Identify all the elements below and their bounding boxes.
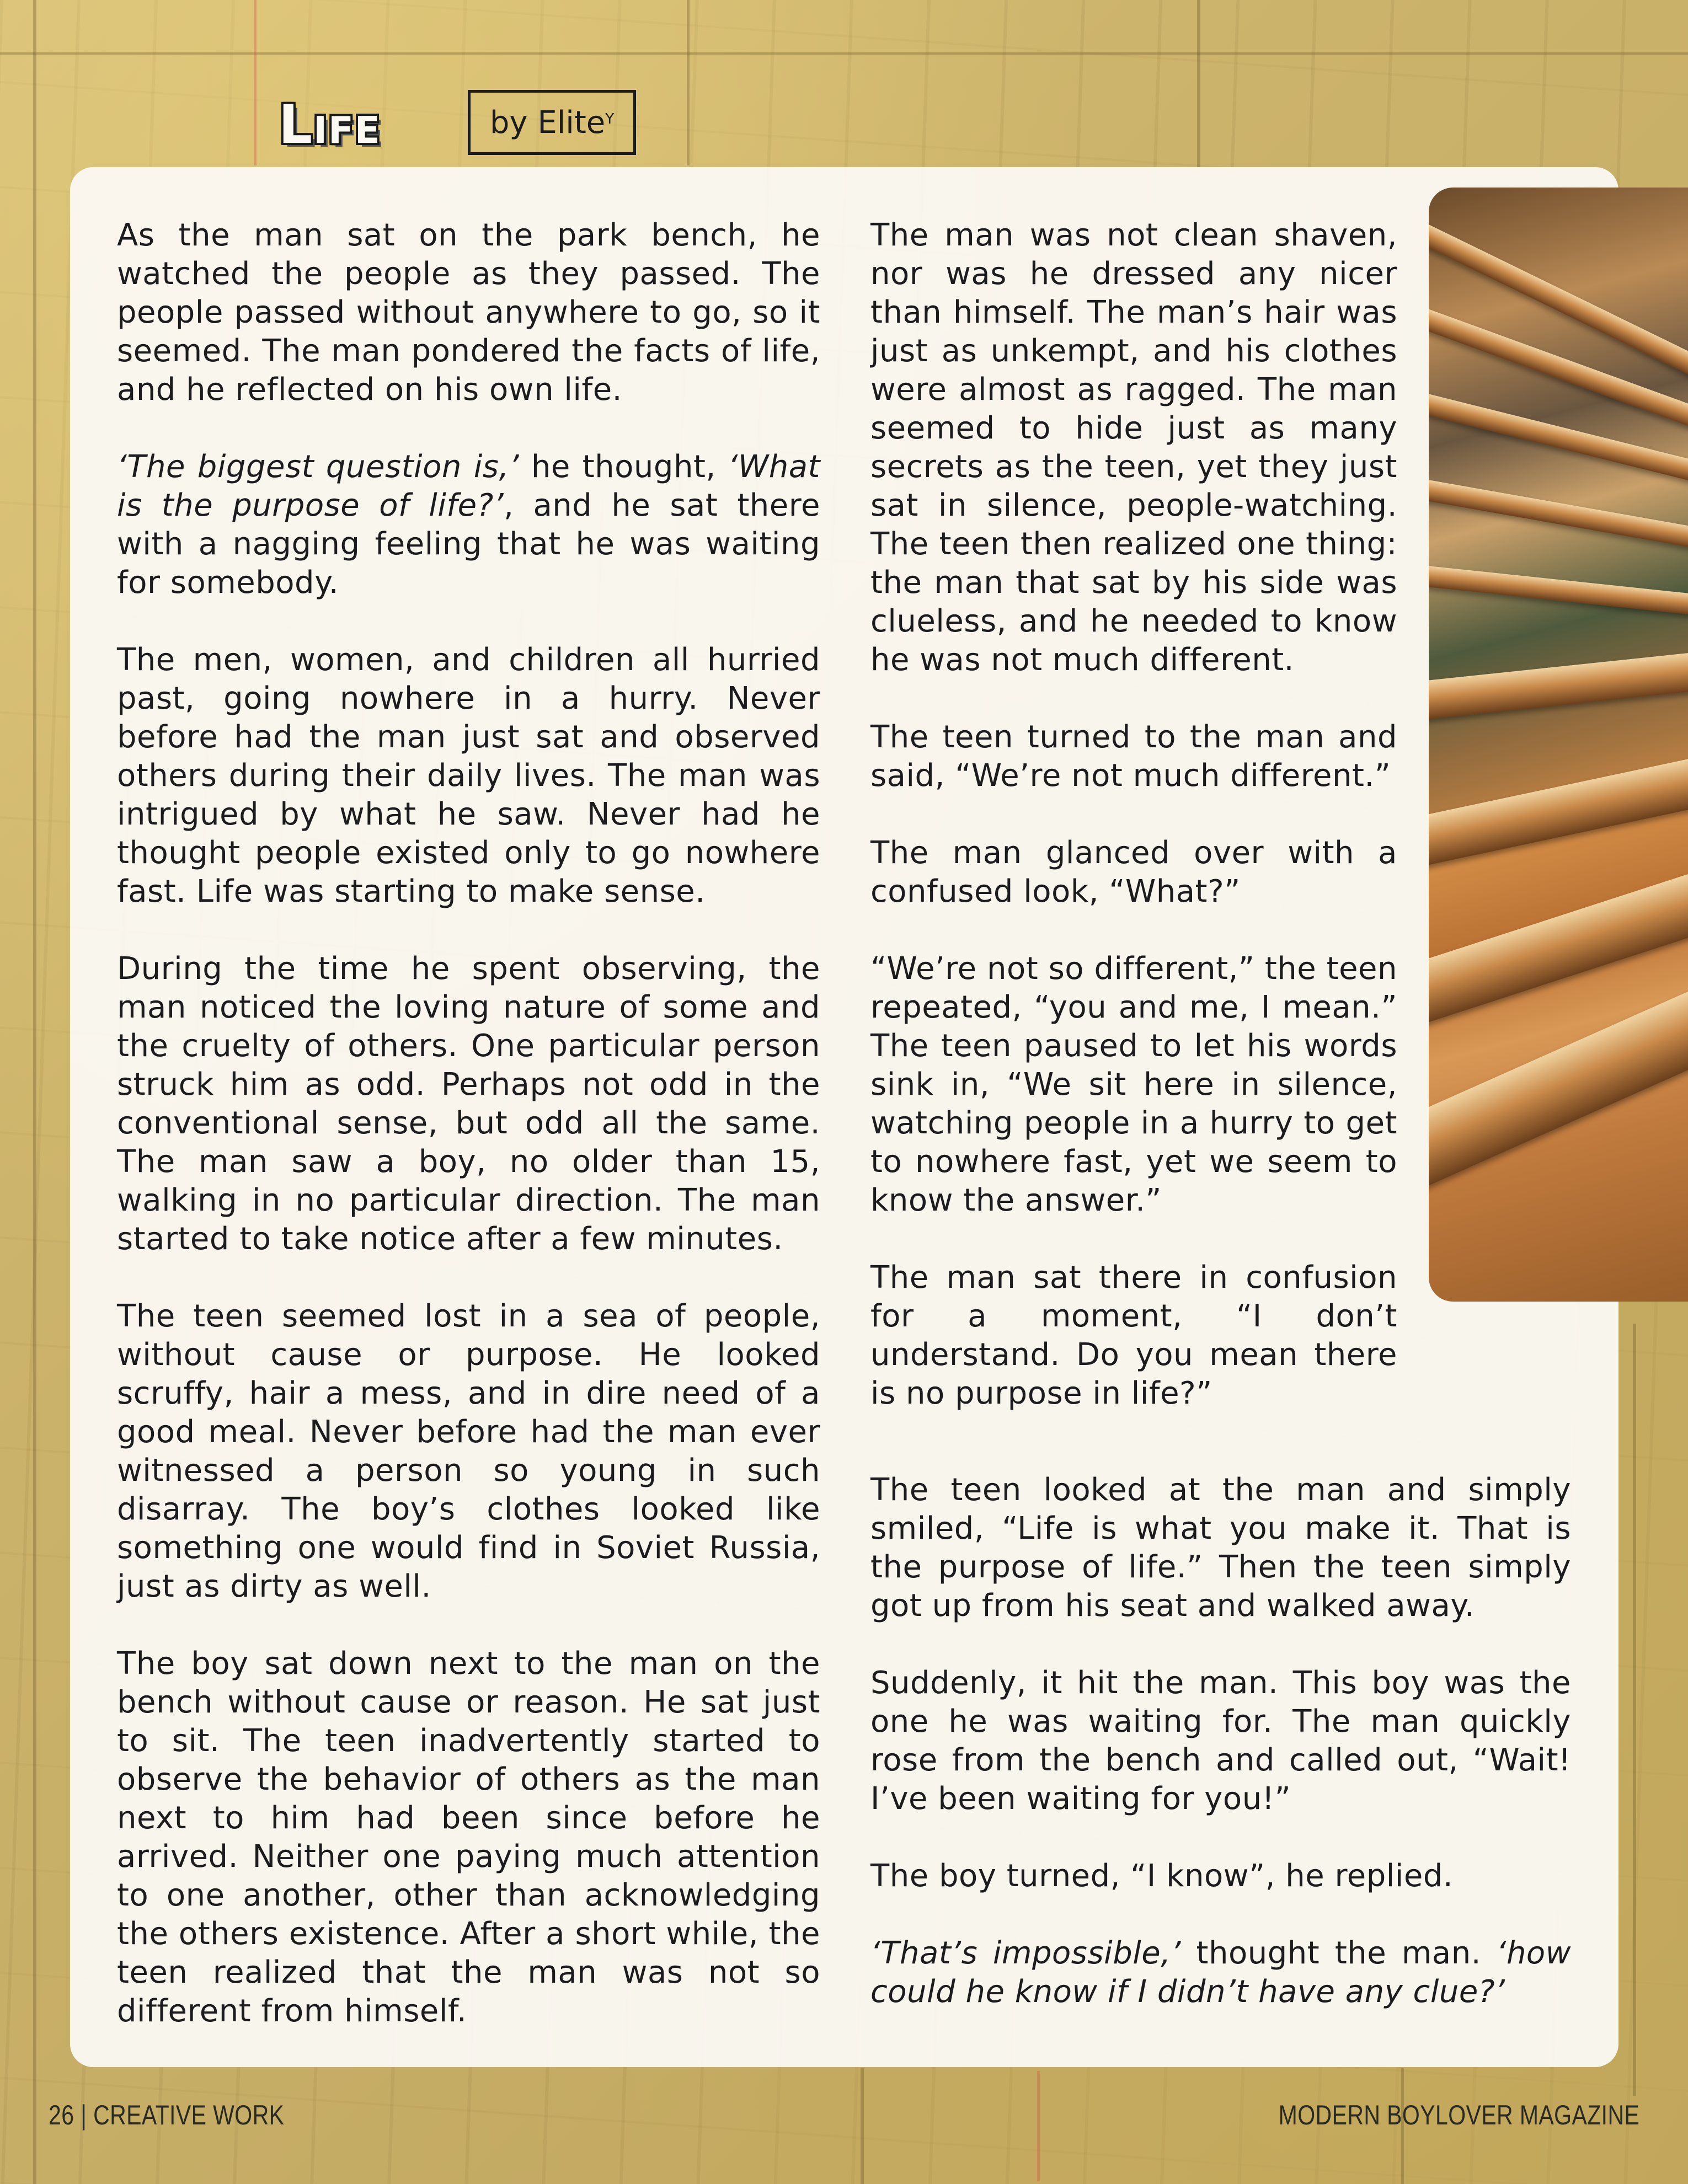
blind-slat <box>1429 474 1688 554</box>
blind-slat <box>1429 866 1688 1030</box>
italic-quote: ‘how could he know if I didn’t have any clue?’ <box>870 1935 1571 2010</box>
texture-line <box>254 0 257 165</box>
byline-text: by Elite <box>489 104 606 141</box>
paragraph: As the man sat on the park bench, he watched the people as they passed. The people passed without anywhere to go, so it seemed. The man pondered the facts of life, and he reflected on his own life. <box>117 217 820 408</box>
paragraph: The teen turned to the man and said, “We’re not much different.” <box>870 719 1397 794</box>
article-column-left <box>117 216 820 2031</box>
paragraph: The teen looked at the man and simply smiled, “Life is what you make it. That is the purpose of life.” Then the teen simply got up from his seat and walked away. <box>870 1472 1571 1624</box>
italic-quote: ‘That’s impossible,’ <box>870 1935 1181 1971</box>
footer-page-section: 26 | CREATIVE WORK <box>49 2100 285 2131</box>
texture-line <box>33 0 36 2184</box>
paragraph <box>117 448 820 602</box>
blind-slat <box>1429 751 1688 871</box>
byline-superscript: Y <box>605 111 615 127</box>
wide-text-block <box>870 1471 1571 2011</box>
texture-line <box>861 2068 864 2184</box>
italic-quote: ‘The biggest question is,’ <box>117 449 520 485</box>
article-title: Life <box>279 94 381 156</box>
paragraph: The men, women, and children all hurried past, going nowhere in a hurry. Never before had the man just sat and observed others during their daily lives. The man was intrigued by what he saw. Never had he thought people existed only to go nowhere fast. Life was starting to make sense. <box>117 642 820 909</box>
paragraph: The man was not clean shaven, nor was he dressed any nicer than himself. The man’s hair was just as unkempt, and his clothes were almost as ragged. The man seemed to hide just as many secrets as the teen, yet they just sat in silence, people-watching. The teen then realized one thing: the man that sat by his side was clueless, and he needed to know he was not much different. <box>870 217 1397 678</box>
texture-line <box>687 0 690 165</box>
texture-line <box>1633 1324 1636 2096</box>
texture-line <box>1037 2071 1040 2181</box>
window-blinds-photo <box>1429 188 1688 1302</box>
paragraph: The man sat there in confusion for a moment, “I don’t understand. Do you mean there is no purpose in life?” <box>870 1260 1397 1411</box>
paragraph: “We’re not so different,” the teen repeated, “you and me, I mean.” The teen paused to let his words sink in, “We sit here in silence, watching people in a hurry to get to nowhere fast, yet we seem to know the answer.” <box>870 951 1397 1218</box>
paragraph: Suddenly, it hit the man. This boy was the one he was waiting for. The man quickly rose from the bench and called out, “Wait! I’ve been waiting for you!” <box>870 1665 1571 1817</box>
text-run: thought the man. <box>1180 1935 1497 1971</box>
paragraph: During the time he spent observing, the man noticed the loving nature of some and the cruelty of others. One particular person struck him as odd. Perhaps not odd in the conventional sense, but odd all the same. The man saw a boy, no older than 15, walking in no particular direction. The man started to take notice after a few minutes. <box>117 951 820 1257</box>
text-run: he thought, <box>519 449 728 485</box>
blind-slat <box>1429 211 1688 379</box>
italic-quote: ‘What is the purpose of life?’ <box>117 449 820 523</box>
paragraph: The teen seemed lost in a sea of people, without cause or purpose. He looked scruffy, hair a mess, and in dire need of a good meal. Never before had the man ever witnessed a person so young in such disarray. The boy’s clothes looked like something one would find in Soviet Russia, just as dirty as well. <box>117 1298 820 1604</box>
paragraph <box>870 1934 1571 2011</box>
footer-magazine-name: MODERN BOYLOVER MAGAZINE <box>1278 2100 1639 2131</box>
byline <box>468 90 636 155</box>
paragraph: The man glanced over with a confused look, “What?” <box>870 835 1397 909</box>
texture-line <box>0 52 1688 55</box>
article-column-right <box>870 216 1571 2010</box>
paragraph: The boy sat down next to the man on the bench without cause or reason. He sat just to sit. The teen inadvertently started to observe the behavior of others as the man next to him had been since before he arrived. Neither one paying much attention to one another, other than acknowledging the others existence. After a short while, the teen realized that the man was not so different from himself. <box>117 1646 820 2029</box>
text-run: , and he sat there with a nagging feeling that he was waiting for somebody. <box>117 488 820 601</box>
blind-slat <box>1429 648 1688 722</box>
blind-slat <box>1429 989 1688 1193</box>
narrow-text-block <box>870 216 1397 1413</box>
texture-line <box>1197 0 1200 168</box>
paragraph: The boy turned, “I know”, he replied. <box>870 1858 1454 1894</box>
blind-slat <box>1429 563 1688 619</box>
